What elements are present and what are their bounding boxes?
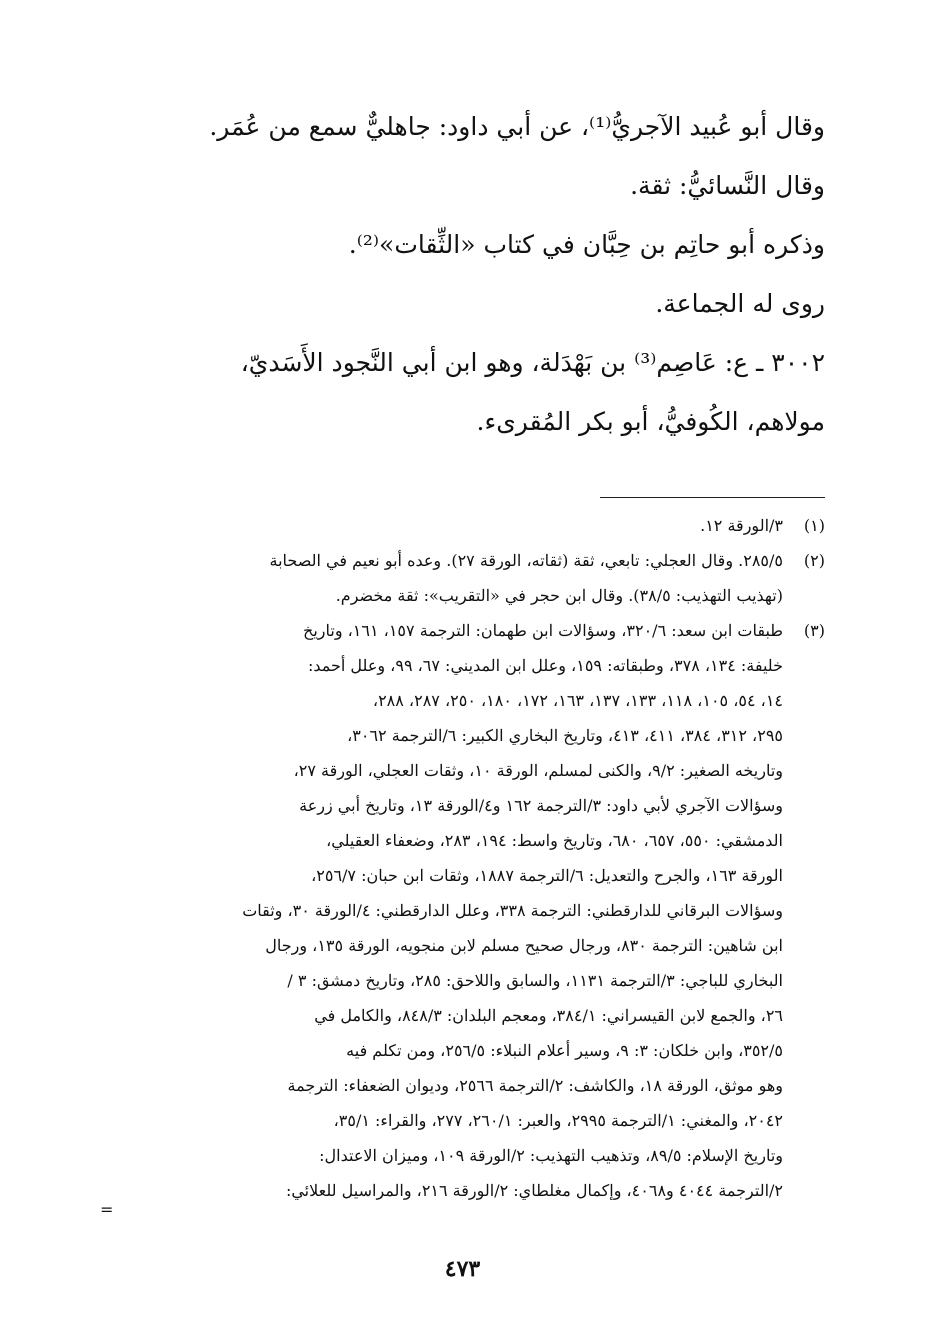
entry-heading-line: ٣٠٠٢ ـ ع: عَاصِم⁽³⁾ بن بَهْدَلة، وهو ابن أبي النَّجود الأَسَديّ، [240, 348, 825, 377]
footnotes [118, 508, 825, 1208]
footnote-line: خليفة: ١٣٤، ٣٧٨، وطبقاته: ١٥٩، وعلل ابن المديني: ٦٧، ٩٩، وعلل أحمد: [307, 656, 783, 675]
footnote-line: ابن شاهين: الترجمة ٨٣٠، ورجال صحيح مسلم لابن منجويه، الورقة ١٣٥، ورجال [265, 936, 783, 955]
footnote-number: (٣) [803, 621, 825, 640]
footnote-line: الورقة ١٦٣، والجرح والتعديل: ٦/الترجمة ١٨٨٧، وثقات ابن حبان: ٢٥٦/٧، [311, 866, 783, 885]
footnote-line: (تهذيب التهذيب: ٣٨/٥). وقال ابن حجر في «التقريب»: ثقة مخضرم. [335, 586, 783, 605]
text-line: وذكره أبو حاتِم بن حِبَّان في كتاب «الثِّقات»⁽²⁾. [348, 230, 825, 259]
footnote [118, 508, 825, 543]
footnote-line: ٣٥٢/٥، وابن خلكان: ٣: ٩، وسير أعلام النبلاء: ٢٥٦/٥، ومن تكلم فيه [346, 1041, 783, 1060]
footnote-line: البخاري للباجي: ٣/الترجمة ١١٣١، والسابق واللاحق: ٢٨٥، وتاريخ دمشق: ٣ / [287, 971, 783, 990]
text-line: روى له الجماعة. [655, 289, 825, 318]
footnote-line: ٢٨٥/٥. وقال العجلي: تابعي، ثقة (ثقاته، الورقة ٢٧). وعده أبو نعيم في الصحابة [269, 551, 783, 570]
footnote-separator [600, 497, 825, 498]
page-number: ٤٧٣ [444, 1256, 481, 1282]
footnote-line: ٢٦، والجمع لابن القيسراني: ٣٨٤/١، ومعجم البلدان: ٨٤٨/٣، والكامل في [314, 1006, 783, 1025]
footnote-line: طبقات ابن سعد: ٣٢٠/٦، وسؤالات ابن طهمان: الترجمة ١٥٧، ١٦١، وتاريخ [302, 621, 783, 640]
text-line: وقال أبو عُبيد الآجريُّ⁽¹⁾، عن أبي داود: جاهليٌّ سمع من عُمَر. [209, 112, 825, 141]
footnote-line: الدمشقي: ٥٥٠، ٦٥٧، ٦٨٠، وتاريخ واسط: ١٩٤، ٢٨٣، وضعفاء العقيلي، [326, 831, 783, 850]
footnote-line: وسؤالات الآجري لأبي داود: ٣/الترجمة ١٦٢ و٤/الورقة ١٣، وتاريخ أبي زرعة [299, 796, 783, 815]
text-line: مولاهم، الكُوفيُّ، أبو بكر المُقرىء. [476, 407, 825, 436]
footnote-line: ٢٠٤٢، والمغني: ١/الترجمة ٢٩٩٥، والعبر: ٢٦٠/١، ٢٧٧، والقراء: ٣٥/١، [333, 1111, 783, 1130]
footnote [118, 613, 825, 1208]
footnote-line: ٢٩٥، ٣١٢، ٣٨٤، ٤١١، ٤١٣، وتاريخ البخاري الكبير: ٦/الترجمة ٣٠٦٢، [347, 726, 783, 745]
main-text [90, 102, 825, 449]
footnote-line: وتاريخ الإسلام: ٨٩/٥، وتذهيب التهذيب: ٢/الورقة ١٠٩، وميزان الاعتدال: [319, 1146, 783, 1165]
footnote [118, 543, 825, 613]
footnote-line: وتاريخه الصغير: ٩/٢، والكنى لمسلم، الورقة ١٠، وثقات العجلي، الورقة ٢٧، [293, 761, 783, 780]
continuation-mark: = [100, 1200, 114, 1219]
footnote-number: (٢) [803, 551, 825, 570]
footnote-line: وهو موثق، الورقة ١٨، والكاشف: ٢/الترجمة ٢٥٦٦، وديوان الضعفاء: الترجمة [287, 1076, 783, 1095]
footnote-line: ٣/الورقة ١٢. [700, 516, 783, 535]
footnote-line: وسؤالات البرقاني للدارقطني: الترجمة ٣٣٨، وعلل الدارقطني: ٤/الورقة ٣٠، وثقات [242, 901, 783, 920]
text-line: وقال النَّسائيُّ: ثقة. [630, 171, 825, 200]
footnote-line: ١٤، ٥٤، ١٠٥، ١١٨، ١٣٣، ١٣٧، ١٦٣، ١٧٢، ١٨٠، ٢٥٠، ٢٨٧، ٢٨٨، [372, 691, 783, 710]
footnote-line: ٢/الترجمة ٤٠٤٤ و٤٠٦٨، وإكمال مغلطاي: ٢/الورقة ٢١٦، والمراسيل للعلائي: [285, 1181, 783, 1200]
footnote-number: (١) [803, 516, 825, 535]
